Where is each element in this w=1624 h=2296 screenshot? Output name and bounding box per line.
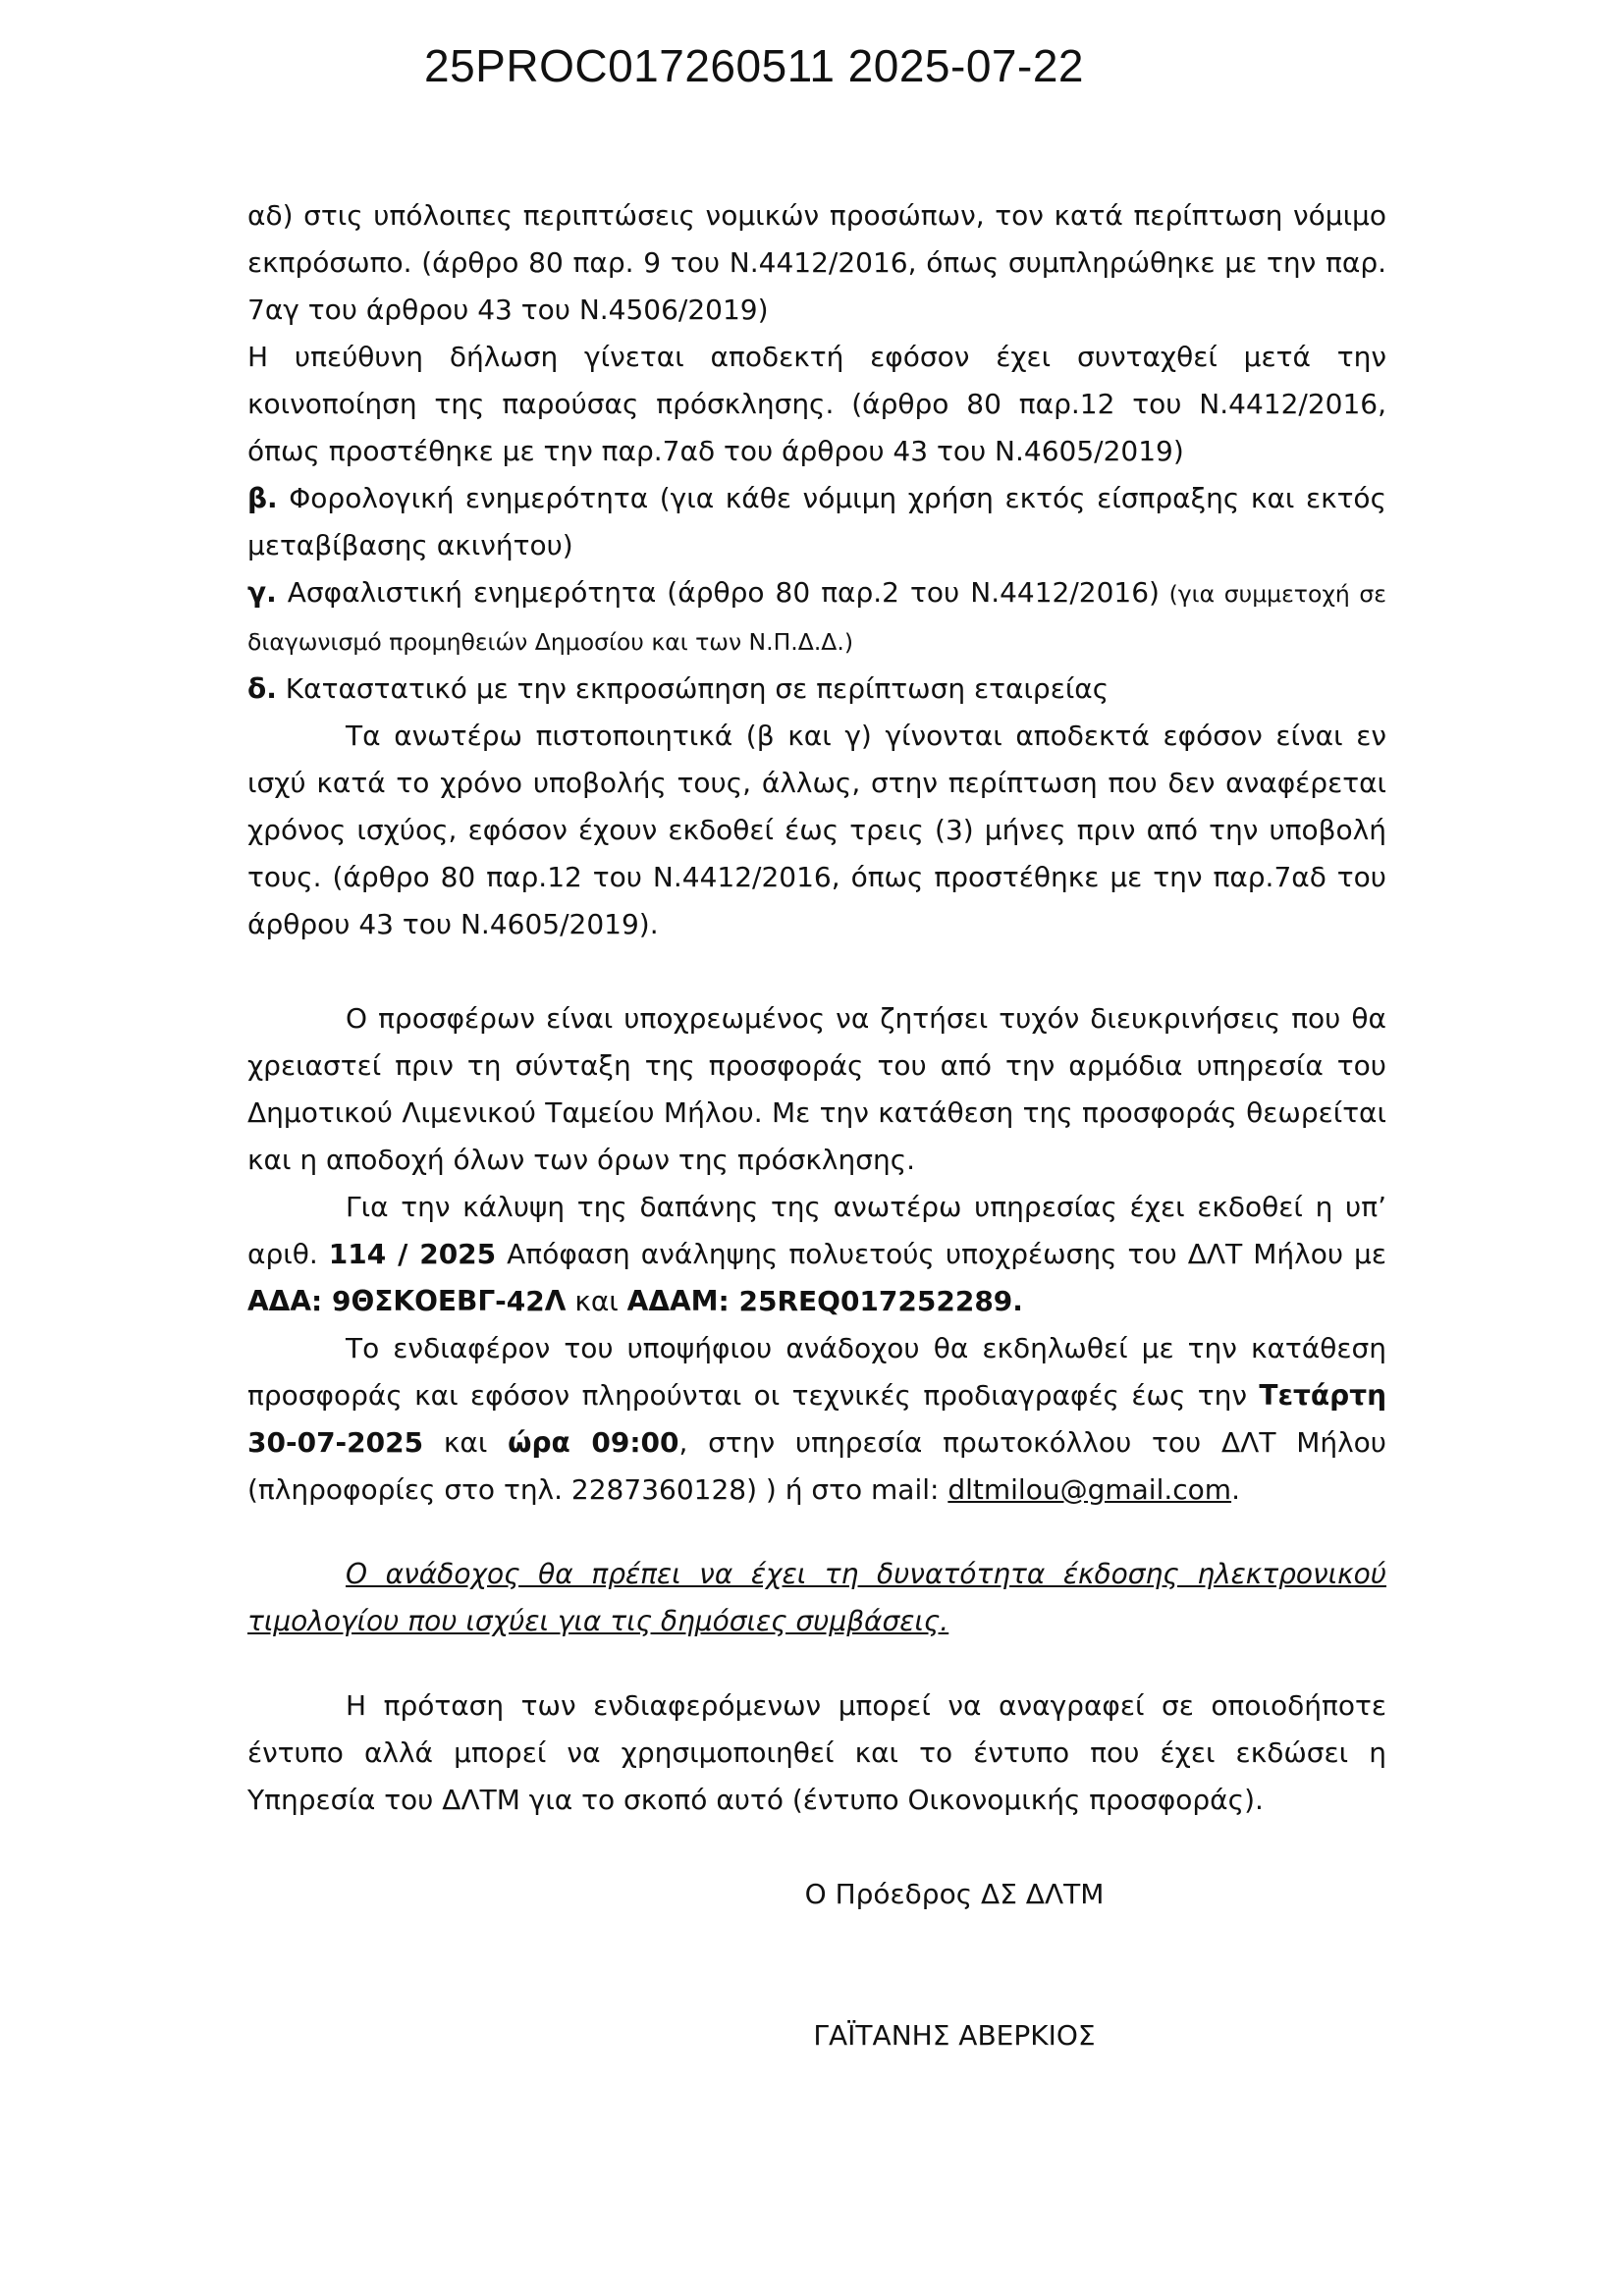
item-insurance-clearance <box>247 569 1386 666</box>
paragraph-certificate-validity: Τα ανωτέρω πιστοποιητικά (β και γ) γίνονται αποδεκτά εφόσον είναι εν ισχύ κατά το χρόνο υποβολής τους, άλλως, στην περίπτωση που δεν αναφέρεται χρόνος ισχύος, εφόσον έχουν εκδοθεί έως τρεις (3) μήνες πριν από την υποβολή τους. (άρθρο 80 παρ.12 του Ν.4412/2016, όπως προστέθηκε με την παρ.7αδ του άρθρου 43 του Ν.4605/2019). <box>247 720 1386 940</box>
spacer <box>247 1824 1386 1871</box>
paragraph-legal-representative: αδ) στις υπόλοιπες περιπτώσεις νομικών προσώπων, τον κατά περίπτωση νόμιμο εκπρόσωπο. (άρθρο 80 παρ. 9 του Ν.4412/2016, όπως συμπληρώθηκε με την παρ. 7αγ του άρθρου 43 του Ν.4506/2019) <box>247 199 1386 326</box>
item-statute <box>247 666 1386 713</box>
spacer <box>247 1645 1386 1682</box>
deadline-time: ώρα 09:00 <box>508 1426 679 1459</box>
spacer <box>247 948 1386 995</box>
paragraph-budget-commitment <box>247 1184 1386 1325</box>
deadline-date: Τετάρτη 30-07-2025 <box>247 1379 1386 1459</box>
text: . <box>1231 1473 1240 1506</box>
signature-role: Ο Πρόεδρος ΔΣ ΔΛΤΜ <box>804 1878 1105 1910</box>
text: Το ενδιαφέρον του υποψήφιου ανάδοχου θα εκδηλωθεί με την κατάθεση προσφοράς και εφόσον πληρούνται οι τεχνικές προδιαγραφές έως την <box>247 1332 1386 1412</box>
email-link[interactable]: dltmilou@gmail.com <box>947 1473 1232 1506</box>
item-label: γ. <box>247 576 277 609</box>
spacer <box>247 1514 1386 1551</box>
item-label: β. <box>247 482 278 514</box>
paragraph-declaration-acceptance: Η υπεύθυνη δήλωση γίνεται αποδεκτή εφόσον έχει συνταχθεί μετά την κοινοποίηση της παρούσας πρόσκλησης. (άρθρο 80 παρ.12 του Ν.4412/2016, όπως προστέθηκε με την παρ.7αδ του άρθρου 43 του Ν.4605/2019) <box>247 341 1386 467</box>
text: , στην υπηρεσία πρωτοκόλλου του ΔΛΤ Μήλου (πληροφορίες στο τηλ. 2287360128) ) ή στο mail: <box>247 1426 1387 1506</box>
item-text: Ασφαλιστική ενημερότητα (άρθρο 80 παρ.2 του Ν.4412/2016) <box>276 576 1160 609</box>
text: Απόφαση ανάληψης πολυετούς υποχρέωσης του ΔΛΤ Μήλου με <box>496 1238 1387 1270</box>
paragraph-offer-form: Η πρόταση των ενδιαφερόμενων μπορεί να αναγραφεί σε οποιοδήποτε έντυπο αλλά μπορεί να χρησιμοποιηθεί και το έντυπο που έχει εκδώσει η Υπηρεσία του ΔΛΤΜ για το σκοπό αυτό (έντυπο Οικονομικής προσφοράς). <box>247 1689 1386 1816</box>
item-text: Φορολογική ενημερότητα (για κάθε νόμιμη χρήση εκτός είσπραξης και εκτός μεταβίβασης ακινήτου) <box>247 482 1386 561</box>
text: και <box>423 1426 509 1459</box>
adam-code: ΑΔΑΜ: 25REQ017252289. <box>626 1285 1023 1317</box>
decision-number: 114 / 2025 <box>328 1238 497 1270</box>
document-body <box>247 192 1386 2059</box>
signature-name: ΓΑΪΤΑΝΗΣ ΑΒΕΡΚΙΟΣ <box>813 2019 1096 2052</box>
item-note: (για συμμετοχή σε διαγωνισμό προμηθειών Δημοσίου και των Ν.Π.Δ.Δ.) <box>247 580 1386 656</box>
document-reference-id: 25PROC017260511 2025-07-22 <box>424 40 1084 91</box>
paragraph-e-invoice-requirement: Ο ανάδοχος θα πρέπει να έχει τη δυνατότητα έκδοσης ηλεκτρονικού τιμολογίου που ισχύει για τις δημόσιες συμβάσεις. <box>247 1558 1386 1637</box>
paragraph-clarifications: Ο προσφέρων είναι υποχρεωμένος να ζητήσει τυχόν διευκρινήσεις που θα χρειαστεί πριν τη σύνταξη της προσφοράς του από την αρμόδια υπηρεσία του Δημοτικού Λιμενικού Ταμείου Μήλου. Με την κατάθεση της προσφοράς θεωρείται και η αποδοχή όλων των όρων της πρόσκλησης. <box>247 1002 1386 1176</box>
spacer <box>247 1965 1386 2012</box>
ada-code: ΑΔΑ: 9ΘΣΚΟΕΒΓ-42Λ <box>247 1285 567 1317</box>
spacer <box>247 1918 1386 1965</box>
paragraph-submission-deadline <box>247 1325 1386 1514</box>
item-label: δ. <box>247 672 277 705</box>
item-text: Καταστατικό με την εκπροσώπηση σε περίπτωση εταιρείας <box>276 672 1110 705</box>
item-tax-clearance <box>247 475 1386 569</box>
text: Για την κάλυψη της δαπάνης της ανωτέρω υπηρεσίας έχει εκδοθεί η υπ’ αριθ. <box>247 1191 1386 1270</box>
text: και <box>566 1285 627 1317</box>
